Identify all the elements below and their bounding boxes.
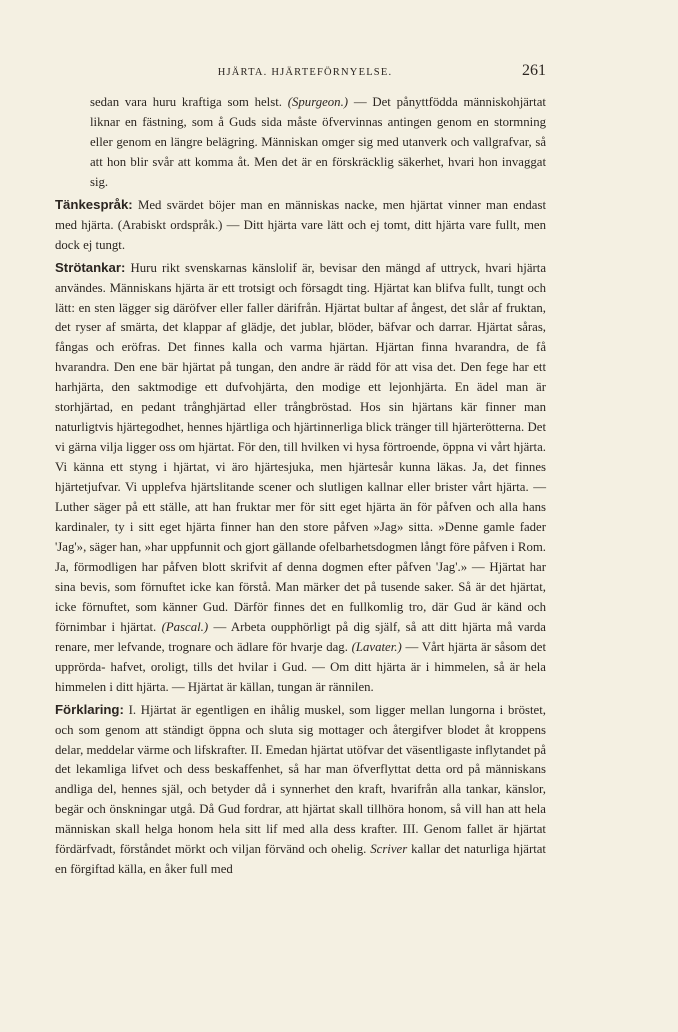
paragraph-forklaring bbox=[55, 700, 546, 881]
text-run: I. Hjärtat är egentligen en ihålig muskel, som ligger mellan lungorna i bröstet, och som genom att ständigt öppna och sluta sig mottager och återgifver blodet åt kroppens delar, meddelar värme och lifskrafter. II. Emedan hjärtat utöfvar det väsentligaste inflytandet på det lekamliga lifvet och dess beskaffenhet, så har man öfverflyttat detta ord på människans andliga del, hennes själ, och betyder då i synnerhet den kraft, hvarifrån alla tankar, känslor, begär och önskningar utgå. Då Gud fordrar, att hjärtat skall tillhöra honom, så vill han att hela människan skall helga honom hela sitt lif med alla dess krafter. III. Genom fallet är hjärtat fördärfvadt, förståndet mörkt och viljan förvänd och ohelig. bbox=[55, 702, 546, 857]
citation: (Pascal.) bbox=[161, 619, 209, 634]
text-run: Huru rikt svenskarnas känslolif är, bevisar den mängd af uttryck, hvari hjärta användes. Människans hjärta är ett trotsigt och försagdt ting. Hjärtat kan blifva fullt, tungt och lätt: en sten lägger sig däröfver eller faller därifrån. Hjärtat bultar af ångest, det slår af fruktan, det ryser af smärta, det klappar af glädje, det jublar, blöder, bäfvar och darrar. Hjärtat såras, fångas och eröfras. Det finnes kalla och varma hjärtan. Hjärtan finna hvarandra, de få hvarandra. Den ene bär hjärtat på tungan, den andre är rädd för att visa det. Den fege har ett harhjärta, den saktmodige ett dufvohjärta, den modige ett lejonhjärta. En ädel man är storhjärtad, en pedant trånghjärtad eller trångbröstad. Hos sin hjärtans kär finner man naturligtvis hjärtegodhet, hennes hjärtliga och hjärtinnerliga blick tränger till hjärterötterna. Det vi gärna vilja ligger oss om hjärtat. För den, till hvilken vi hysa förtroende, öppna vi vårt hjärta. Vi känna ett styng i hjärtat, vi äro hjärtesjuka, men hjärtesår kunna läkas. Ja, det finnes hjärtetjufvar. Vi upplefva hjärtslitande scener och slutligen kallnar eller brister vårt hjärta. — Luther säger på ett ställe, att han fruktar mer för sitt eget hjärta än för påfven och alla hans kardinaler, ty i sitt eget hjärta finner han den store påfven »Jag» sitta. »Denne gamle fader 'Jag'», säger han, »har uppfunnit och gjort gällande ofelbarhetsdogmen långt före påfven i Rom. Ja, förmodligen har påfven blott skrifvit af denna dogmen efter påfven 'Jag'.» — Hjärtat har sina bevis, som förnuftet icke kan förstå. Man märker det på tusende saker. Så är det hjärtat, icke förnuftet, som känner Gud. Därför finnes det en fullkomlig tro, där Gud är känd och förnimbar i hjärtat. bbox=[55, 260, 546, 634]
paragraph-tankesprak bbox=[55, 195, 546, 256]
paragraph-strotankar bbox=[55, 258, 546, 698]
section-label: Förklaring: bbox=[55, 701, 124, 717]
section-label: Tänkespråk: bbox=[55, 196, 133, 212]
citation: (Spurgeon.) bbox=[287, 95, 349, 109]
text-run: sedan vara huru kraftiga som helst. bbox=[90, 95, 288, 109]
running-header bbox=[88, 62, 546, 80]
citation: Scriver bbox=[370, 842, 408, 857]
section-label: Strötankar: bbox=[55, 259, 126, 275]
text-run: — Vårt hjärta är såsom det upprörda- hafvet, oroligt, tills det hvilar i Gud. — Om ditt hjärta är i himmelen, så är hela himmelen i ditt hjärta. — Hjärtat är källan, tungan är rännilen. bbox=[55, 639, 546, 694]
text-run: kallar det naturliga hjärtat en förgiftad källa, en åker full med bbox=[55, 842, 546, 877]
page-number: 261 bbox=[522, 62, 546, 79]
citation: (Lavater.) bbox=[351, 639, 402, 654]
text-run: Med svärdet böjer man en människas nacke, men hjärtat vinner man endast med hjärta. (Arabiskt ordspråk.) — Ditt hjärta vare lätt och ej tomt, ditt hjärta vare fullt, men dock ej tungt. bbox=[55, 197, 546, 252]
text-run: — Arbeta oupphörligt på dig själf, så att ditt hjärta må varda renare, mer lefvande, trognare och ädlare för hvarje dag. bbox=[55, 619, 546, 654]
paragraph-continuation bbox=[90, 93, 546, 193]
running-title: HJÄRTA. HJÄRTEFÖRNYELSE. bbox=[217, 67, 393, 78]
page-body bbox=[55, 93, 546, 882]
text-run: — Det pånyttfödda människohjärtat liknar en fästning, som å Guds sida måste öfvervinnas antingen genom en stormning eller genom en längre belägring. Människan omger sig med utanverk och vallgrafvar, så att hon blir svår att komma åt. Men det är en förskräcklig säkerhet, hvari hon invaggat sig. bbox=[90, 95, 546, 189]
